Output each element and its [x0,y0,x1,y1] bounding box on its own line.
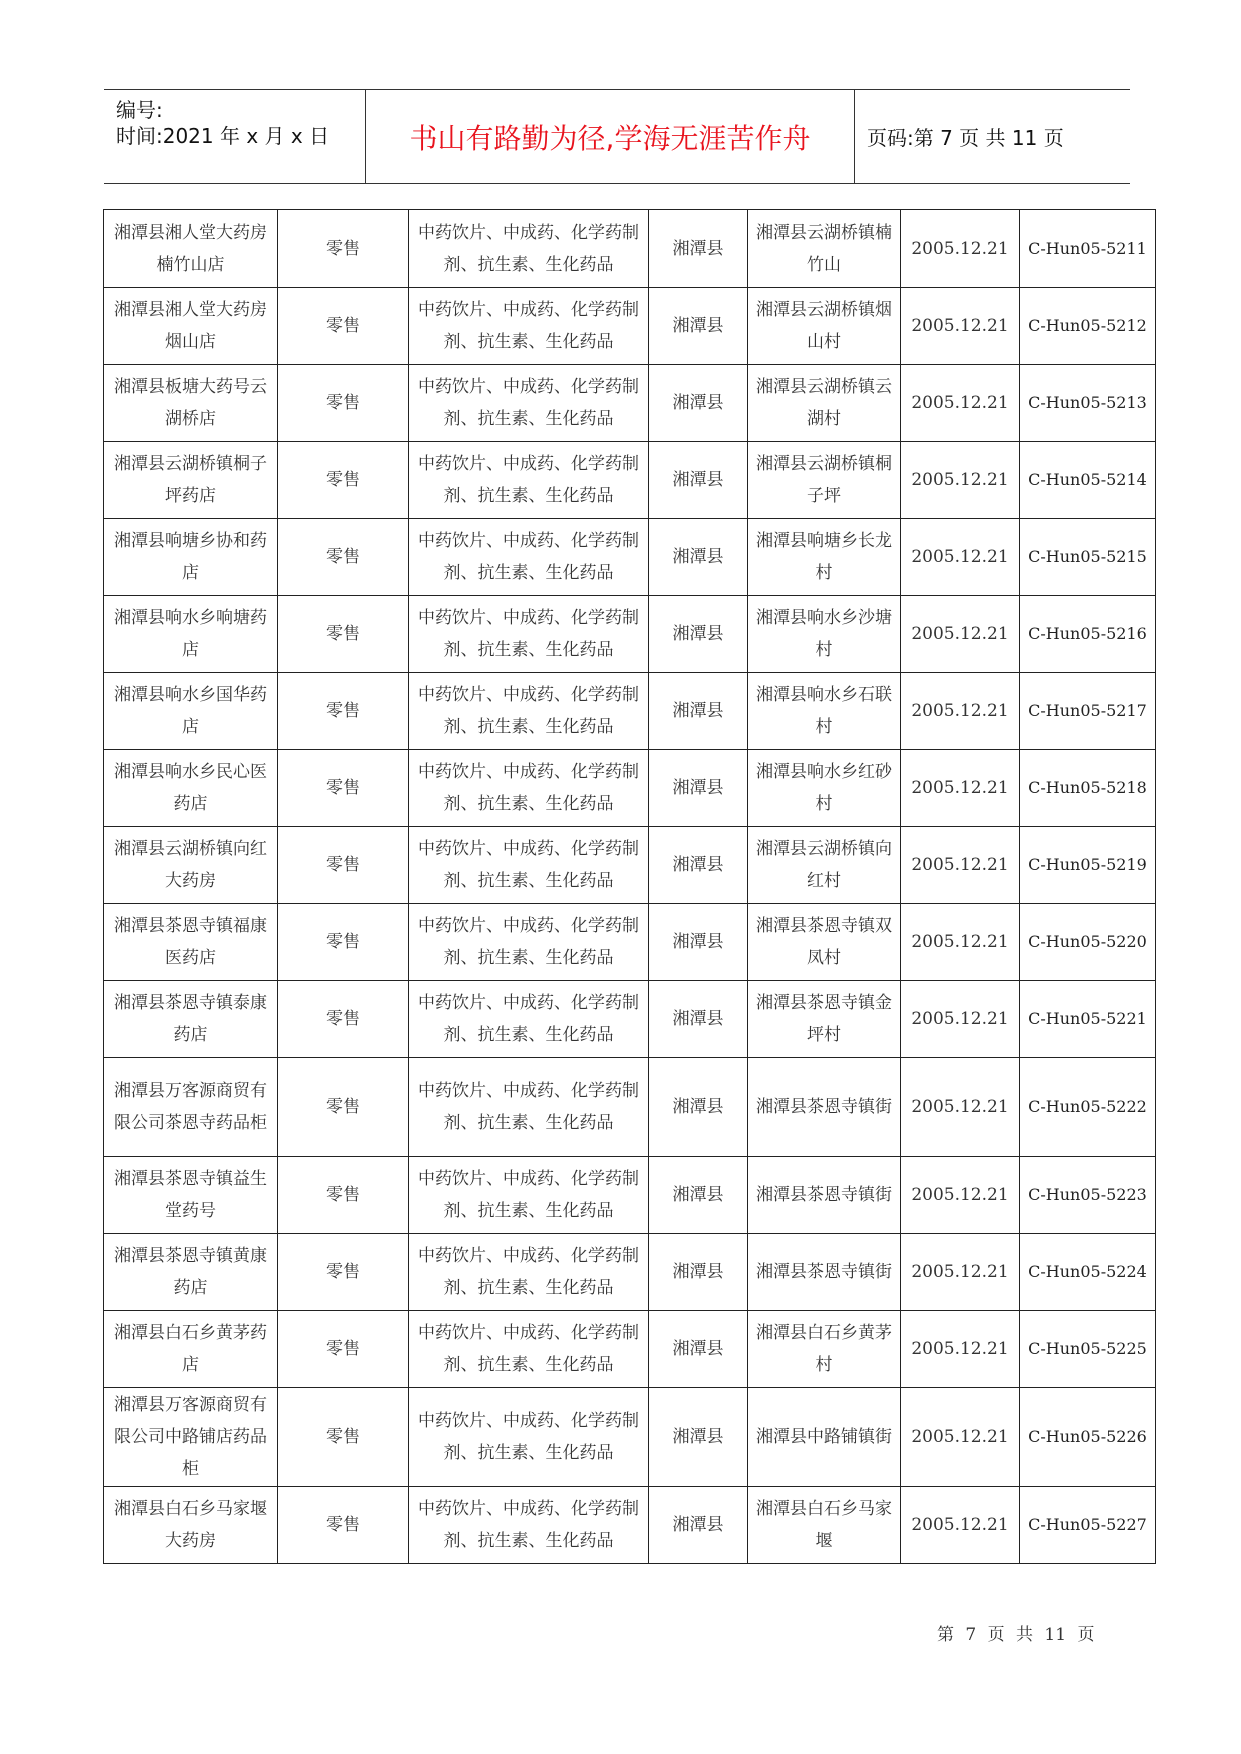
business-type-cell: 零售 [278,750,409,827]
date-cell: 2005.12.21 [901,442,1020,519]
business-scope-cell: 中药饮片、中成药、化学药制剂、抗生素、生化药品 [409,288,649,365]
business-scope-cell: 中药饮片、中成药、化学药制剂、抗生素、生化药品 [409,1487,649,1564]
certificate-code-cell: C-Hun05-5226 [1020,1388,1156,1487]
business-type-cell: 零售 [278,596,409,673]
county-cell: 湘潭县 [649,1311,748,1388]
address-cell: 湘潭县白石乡马家堰 [748,1487,901,1564]
certificate-code-cell: C-Hun05-5224 [1020,1234,1156,1311]
business-type-cell: 零售 [278,519,409,596]
certificate-code-cell: C-Hun05-5218 [1020,750,1156,827]
store-name-cell: 湘潭县白石乡黄茅药店 [104,1311,278,1388]
address-cell: 湘潭县云湖桥镇向红村 [748,827,901,904]
business-type-cell: 零售 [278,365,409,442]
table-row [104,673,1156,750]
certificate-code-cell: C-Hun05-5215 [1020,519,1156,596]
table-row [104,1058,1156,1157]
motto: 书山有路勤为径,学海无涯苦作舟 [366,90,855,183]
page-footer: 第 7 页 共 11 页 [937,1625,1095,1645]
date-cell: 2005.12.21 [901,519,1020,596]
address-cell: 湘潭县茶恩寺镇双凤村 [748,904,901,981]
county-cell: 湘潭县 [649,827,748,904]
business-scope-cell: 中药饮片、中成药、化学药制剂、抗生素、生化药品 [409,904,649,981]
address-cell: 湘潭县云湖桥镇楠竹山 [748,210,901,288]
county-cell: 湘潭县 [649,1388,748,1487]
date-cell: 2005.12.21 [901,288,1020,365]
business-type-cell: 零售 [278,673,409,750]
table-row [104,596,1156,673]
store-name-cell: 湘潭县茶恩寺镇福康医药店 [104,904,278,981]
address-cell: 湘潭县响水乡红砂村 [748,750,901,827]
business-scope-cell: 中药饮片、中成药、化学药制剂、抗生素、生化药品 [409,1388,649,1487]
county-cell: 湘潭县 [649,519,748,596]
pharmacy-table [103,209,1156,1564]
business-scope-cell: 中药饮片、中成药、化学药制剂、抗生素、生化药品 [409,750,649,827]
county-cell: 湘潭县 [649,673,748,750]
date-cell: 2005.12.21 [901,1058,1020,1157]
address-cell: 湘潭县中路铺镇街 [748,1388,901,1487]
business-type-cell: 零售 [278,981,409,1058]
date-cell: 2005.12.21 [901,827,1020,904]
date-cell: 2005.12.21 [901,673,1020,750]
date-cell: 2005.12.21 [901,1311,1020,1388]
table-row [104,288,1156,365]
business-scope-cell: 中药饮片、中成药、化学药制剂、抗生素、生化药品 [409,519,649,596]
table-row [104,1234,1156,1311]
business-scope-cell: 中药饮片、中成药、化学药制剂、抗生素、生化药品 [409,1157,649,1234]
store-name-cell: 湘潭县响水乡国华药店 [104,673,278,750]
address-cell: 湘潭县茶恩寺镇金坪村 [748,981,901,1058]
date-cell: 2005.12.21 [901,365,1020,442]
certificate-code-cell: C-Hun05-5223 [1020,1157,1156,1234]
certificate-code-cell: C-Hun05-5214 [1020,442,1156,519]
store-name-cell: 湘潭县响水乡民心医药店 [104,750,278,827]
county-cell: 湘潭县 [649,288,748,365]
county-cell: 湘潭县 [649,210,748,288]
time-label: 时间:2021 年 x 月 x 日 [116,124,330,148]
certificate-code-cell: C-Hun05-5227 [1020,1487,1156,1564]
address-cell: 湘潭县白石乡黄茅村 [748,1311,901,1388]
business-scope-cell: 中药饮片、中成药、化学药制剂、抗生素、生化药品 [409,981,649,1058]
address-cell: 湘潭县云湖桥镇桐子坪 [748,442,901,519]
certificate-code-cell: C-Hun05-5222 [1020,1058,1156,1157]
number-label: 编号: [116,98,163,122]
address-cell: 湘潭县茶恩寺镇街 [748,1157,901,1234]
business-scope-cell: 中药饮片、中成药、化学药制剂、抗生素、生化药品 [409,210,649,288]
page-label: 页码:第 7 页 共 11 页 [867,126,1064,150]
date-cell: 2005.12.21 [901,750,1020,827]
date-cell: 2005.12.21 [901,1388,1020,1487]
address-cell: 湘潭县云湖桥镇云湖村 [748,365,901,442]
county-cell: 湘潭县 [649,1487,748,1564]
business-type-cell: 零售 [278,1311,409,1388]
header-meta [104,90,366,183]
certificate-code-cell: C-Hun05-5211 [1020,210,1156,288]
business-type-cell: 零售 [278,827,409,904]
table-row [104,442,1156,519]
certificate-code-cell: C-Hun05-5225 [1020,1311,1156,1388]
address-cell: 湘潭县响塘乡长龙村 [748,519,901,596]
business-type-cell: 零售 [278,1388,409,1487]
business-type-cell: 零售 [278,210,409,288]
business-scope-cell: 中药饮片、中成药、化学药制剂、抗生素、生化药品 [409,1311,649,1388]
business-scope-cell: 中药饮片、中成药、化学药制剂、抗生素、生化药品 [409,1058,649,1157]
table-row [104,365,1156,442]
table-row [104,1311,1156,1388]
county-cell: 湘潭县 [649,1058,748,1157]
page-header [104,89,1130,184]
business-type-cell: 零售 [278,442,409,519]
date-cell: 2005.12.21 [901,1487,1020,1564]
certificate-code-cell: C-Hun05-5213 [1020,365,1156,442]
address-cell: 湘潭县茶恩寺镇街 [748,1234,901,1311]
business-type-cell: 零售 [278,1487,409,1564]
table-row [104,210,1156,288]
address-cell: 湘潭县云湖桥镇烟山村 [748,288,901,365]
county-cell: 湘潭县 [649,1234,748,1311]
date-cell: 2005.12.21 [901,904,1020,981]
business-scope-cell: 中药饮片、中成药、化学药制剂、抗生素、生化药品 [409,827,649,904]
certificate-code-cell: C-Hun05-5217 [1020,673,1156,750]
county-cell: 湘潭县 [649,365,748,442]
store-name-cell: 湘潭县茶恩寺镇黄康药店 [104,1234,278,1311]
table-row [104,1487,1156,1564]
store-name-cell: 湘潭县茶恩寺镇泰康药店 [104,981,278,1058]
county-cell: 湘潭县 [649,750,748,827]
business-type-cell: 零售 [278,1157,409,1234]
business-type-cell: 零售 [278,288,409,365]
business-scope-cell: 中药饮片、中成药、化学药制剂、抗生素、生化药品 [409,365,649,442]
county-cell: 湘潭县 [649,1157,748,1234]
certificate-code-cell: C-Hun05-5216 [1020,596,1156,673]
date-cell: 2005.12.21 [901,210,1020,288]
store-name-cell: 湘潭县响水乡响塘药店 [104,596,278,673]
store-name-cell: 湘潭县云湖桥镇桐子坪药店 [104,442,278,519]
store-name-cell: 湘潭县万客源商贸有限公司茶恩寺药品柜 [104,1058,278,1157]
table-row [104,1388,1156,1487]
business-type-cell: 零售 [278,1058,409,1157]
business-scope-cell: 中药饮片、中成药、化学药制剂、抗生素、生化药品 [409,673,649,750]
table-row [104,981,1156,1058]
address-cell: 湘潭县茶恩寺镇街 [748,1058,901,1157]
table-row [104,904,1156,981]
table-row [104,827,1156,904]
store-name-cell: 湘潭县云湖桥镇向红大药房 [104,827,278,904]
table-row [104,1157,1156,1234]
date-cell: 2005.12.21 [901,596,1020,673]
table-row [104,750,1156,827]
store-name-cell: 湘潭县湘人堂大药房烟山店 [104,288,278,365]
business-type-cell: 零售 [278,1234,409,1311]
table-row [104,519,1156,596]
business-scope-cell: 中药饮片、中成药、化学药制剂、抗生素、生化药品 [409,1234,649,1311]
address-cell: 湘潭县响水乡沙塘村 [748,596,901,673]
date-cell: 2005.12.21 [901,981,1020,1058]
certificate-code-cell: C-Hun05-5221 [1020,981,1156,1058]
county-cell: 湘潭县 [649,596,748,673]
county-cell: 湘潭县 [649,981,748,1058]
county-cell: 湘潭县 [649,904,748,981]
store-name-cell: 湘潭县万客源商贸有限公司中路铺店药品柜 [104,1388,278,1487]
store-name-cell: 湘潭县响塘乡协和药店 [104,519,278,596]
business-scope-cell: 中药饮片、中成药、化学药制剂、抗生素、生化药品 [409,596,649,673]
certificate-code-cell: C-Hun05-5219 [1020,827,1156,904]
certificate-code-cell: C-Hun05-5220 [1020,904,1156,981]
address-cell: 湘潭县响水乡石联村 [748,673,901,750]
certificate-code-cell: C-Hun05-5212 [1020,288,1156,365]
date-cell: 2005.12.21 [901,1157,1020,1234]
store-name-cell: 湘潭县板塘大药号云湖桥店 [104,365,278,442]
date-cell: 2005.12.21 [901,1234,1020,1311]
business-type-cell: 零售 [278,904,409,981]
store-name-cell: 湘潭县白石乡马家堰大药房 [104,1487,278,1564]
table-body [104,210,1156,1564]
county-cell: 湘潭县 [649,442,748,519]
business-scope-cell: 中药饮片、中成药、化学药制剂、抗生素、生化药品 [409,442,649,519]
store-name-cell: 湘潭县茶恩寺镇益生堂药号 [104,1157,278,1234]
store-name-cell: 湘潭县湘人堂大药房楠竹山店 [104,210,278,288]
